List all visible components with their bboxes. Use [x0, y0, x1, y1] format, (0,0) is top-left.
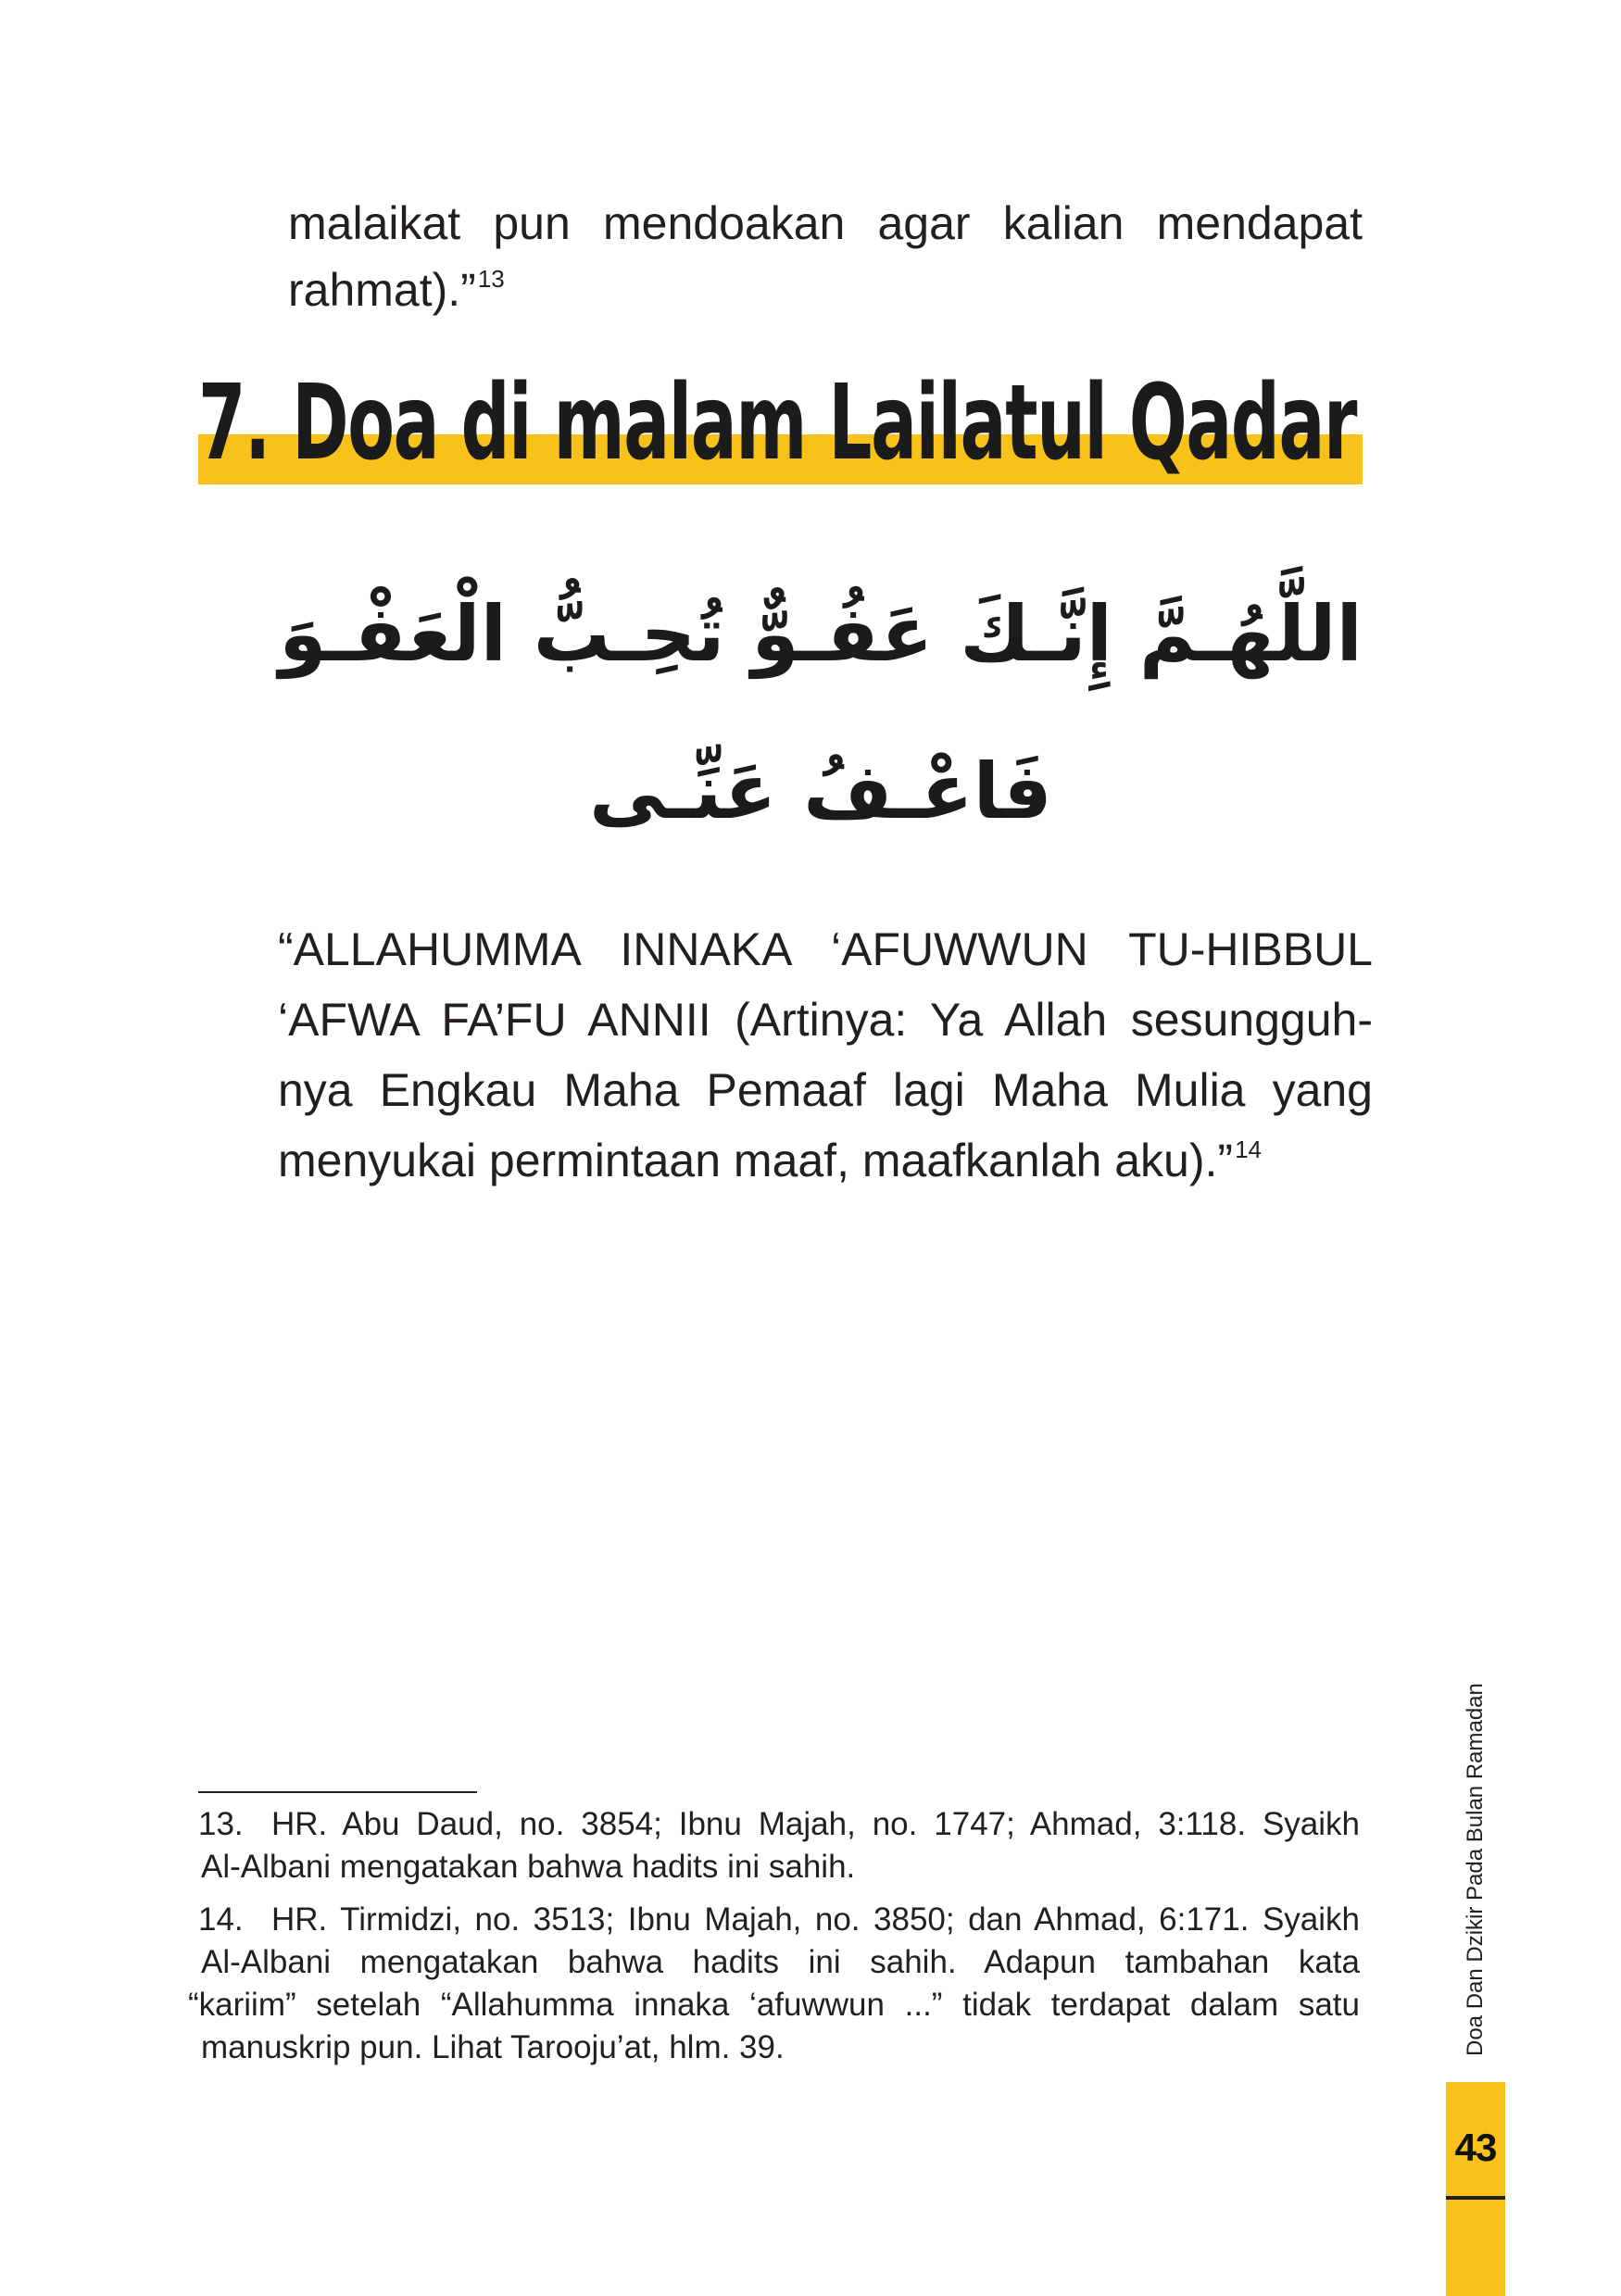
section-heading: [198, 363, 1363, 483]
section-heading-text: 7. Doa di malam Lailatul Qadar: [198, 363, 1357, 483]
footnote-line: [271, 1899, 1360, 1941]
footnote-line-text: HR. Tirmidzi, no. 3513; Ibnu Majah, no. 3850; dan Ahmad, 6:171. Syaikh: [271, 1901, 1360, 1938]
transliteration-paragraph: [278, 914, 1373, 1196]
footnote-line-text: HR. Abu Daud, no. 3854; Ibnu Majah, no. 1747; Ahmad, 3:118. Syaikh: [271, 1806, 1360, 1842]
page-number-underline: [1446, 2196, 1505, 2200]
running-book-title: Doa Dan Dzikir Pada Bulan Ramadan: [1463, 1683, 1488, 2056]
transliteration-line-text: menyukai permintaan maaf, maafkanlah aku).”: [278, 1135, 1234, 1186]
arabic-prayer-text: فَاعْـفُ عَنِّـى: [589, 747, 1052, 836]
arabic-prayer-line: [269, 556, 1373, 713]
footnote-number: 13.: [198, 1806, 244, 1842]
footnote-separator: [198, 1791, 477, 1793]
footnote-reference: 13: [477, 265, 505, 293]
footnote-line: [188, 1984, 1360, 2026]
page-number: 43: [1454, 2126, 1497, 2169]
footnote-line: [201, 1846, 1360, 1888]
body-line-text: rahmat).”: [288, 264, 476, 316]
transliteration-line-text: ‘AFWA FA’FU ANNII (Artinya: Ya Allah sesungguh-: [278, 994, 1373, 1046]
arabic-prayer-text: اللَّهُـمَّ إِنَّـكَ عَفُـوٌّ تُحِـبُّ الْعَفْـوَ: [279, 589, 1363, 679]
footnote-14: [188, 1899, 1360, 2069]
body-line: [288, 257, 1363, 323]
footnote-line-text: Al-Albani mengatakan bahwa hadits ini sahih.: [201, 1849, 856, 1885]
footnote-line: [201, 1941, 1360, 1984]
footnote-reference: 14: [1235, 1135, 1262, 1163]
footnotes: [188, 1803, 1360, 2069]
arabic-prayer-line: [269, 713, 1373, 871]
body-line: [288, 190, 1363, 257]
footnote-line: [271, 1803, 1360, 1846]
transliteration-line: [278, 914, 1373, 985]
footnote-number: 14.: [198, 1901, 244, 1938]
transliteration-line: [278, 1125, 1373, 1196]
footnote-line-text: manuskrip pun. Lihat Tarooju’at, hlm. 39.: [201, 2029, 785, 2065]
footnote-line-text: “kariim” setelah “Allahumma innaka ‘afuwwun ...” tidak terdapat dalam satu: [188, 1987, 1360, 2023]
transliteration-line: [278, 1055, 1373, 1125]
transliteration-line: [278, 985, 1373, 1055]
footnote-line: [201, 2026, 1360, 2069]
body-paragraph-continued: [288, 190, 1363, 323]
body-line-text: malaikat pun mendoakan agar kalian mendapat: [288, 197, 1363, 249]
footnote-first-line: [198, 1803, 1360, 1846]
transliteration-line-text: “ALLAHUMMA INNAKA ‘AFUWWUN TU-HIBBUL: [278, 923, 1373, 975]
page-number-tab: [1446, 2082, 1505, 2296]
footnote-first-line: [198, 1899, 1360, 1941]
transliteration-line-text: nya Engkau Maha Pemaaf lagi Maha Mulia yang: [278, 1064, 1373, 1116]
footnote-13: [198, 1803, 1360, 1888]
footnote-line-text: Al-Albani mengatakan bahwa hadits ini sahih. Adapun tambahan kata: [201, 1944, 1360, 1980]
